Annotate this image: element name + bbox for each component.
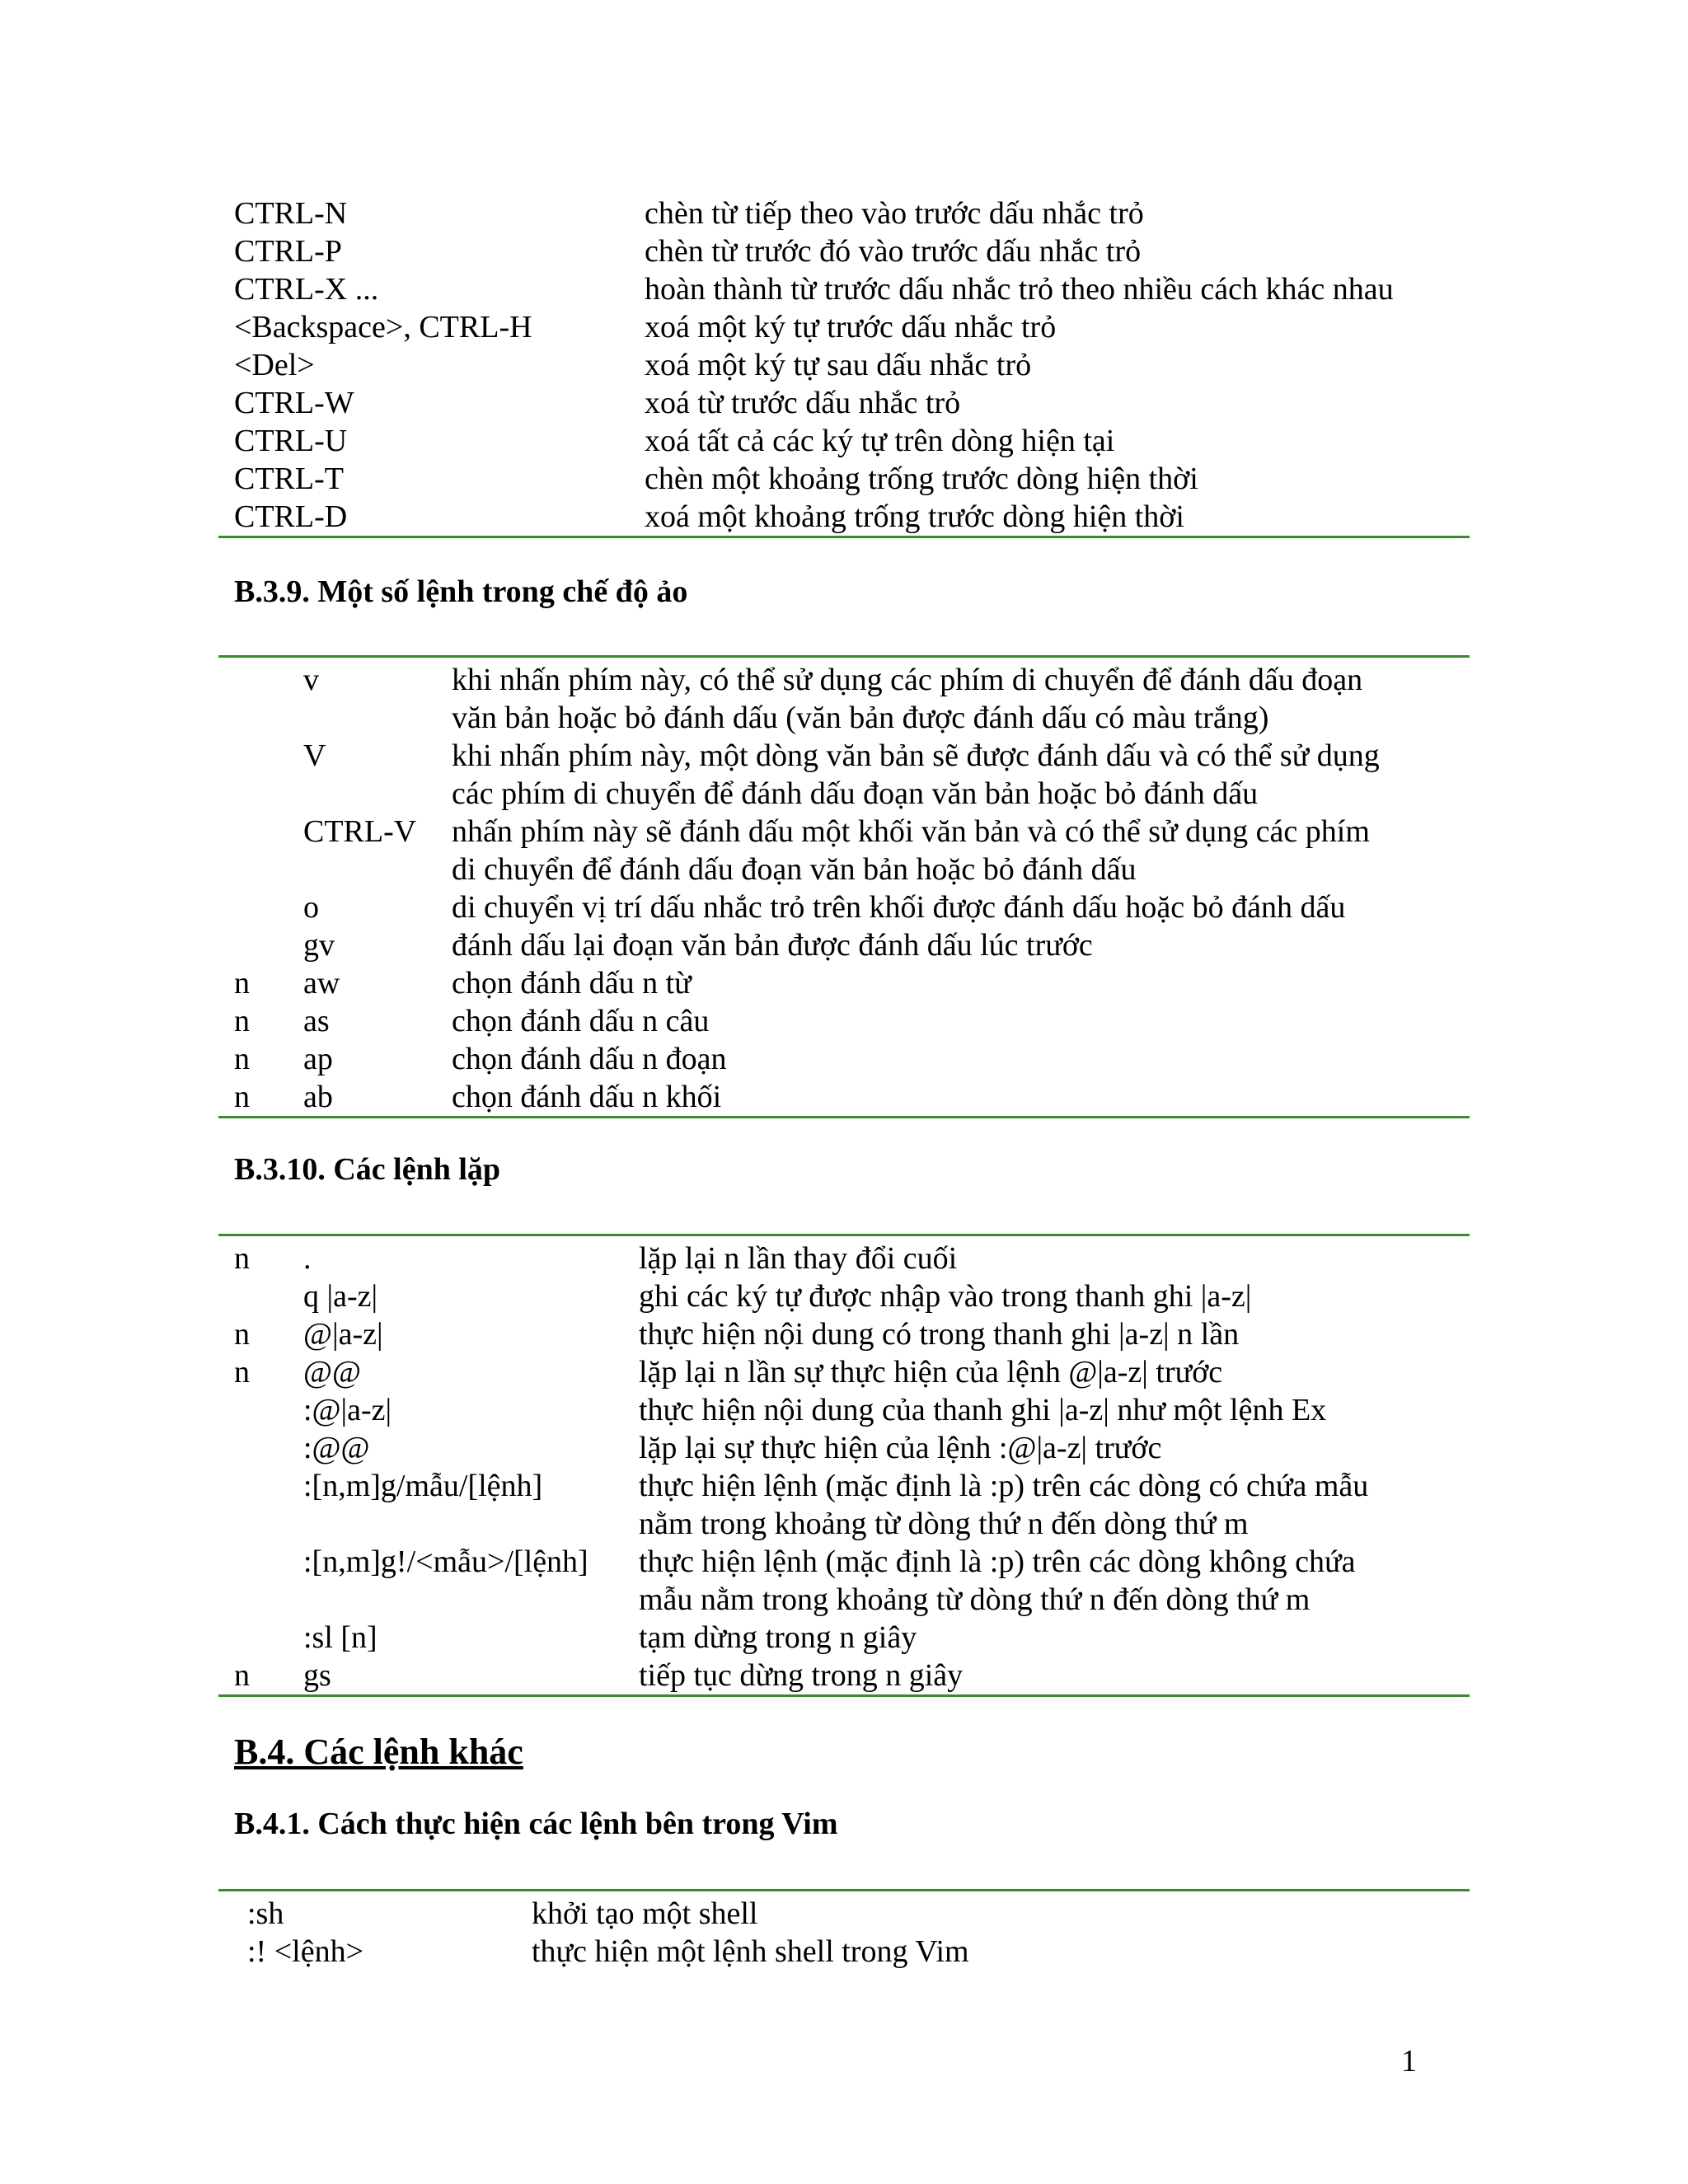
desc-cell: khởi tạo một shell [532, 1896, 758, 1931]
key-cell: CTRL-W [234, 386, 354, 420]
key-cell: gs [303, 1658, 331, 1693]
desc-cell: xoá tất cả các ký tự trên dòng hiện tại [645, 424, 1115, 458]
desc-cell: lặp lại sự thực hiện của lệnh :@|a-z| trước [639, 1431, 1162, 1465]
desc-cell: xoá một ký tự trước dấu nhắc trỏ [645, 310, 1057, 344]
key-cell: :@@ [303, 1431, 370, 1465]
desc-cell: chèn một khoảng trống trước dòng hiện thời [645, 462, 1198, 496]
key-cell: v [303, 663, 319, 697]
desc-cell: thực hiện nội dung có trong thanh ghi |a-z| n lần [639, 1317, 1240, 1352]
desc-cell: chọn đánh dấu n từ [452, 966, 692, 1001]
desc-cell [639, 1467, 1463, 1543]
key-cell: CTRL-D [234, 499, 348, 534]
key-cell: . [303, 1241, 312, 1276]
desc-line: nằm trong khoảng từ dòng thứ n đến dòng thứ m [639, 1507, 1249, 1541]
page-number: 1 [1401, 2044, 1417, 2079]
count-cell: n [234, 1355, 250, 1390]
key-cell: aw [303, 966, 340, 1001]
key-cell: :[n,m]g/mẫu/[lệnh] [303, 1469, 543, 1503]
table-bottom-rule [218, 1694, 1470, 1697]
table-top-rule [218, 1889, 1470, 1891]
shell-commands-table [218, 1889, 1470, 1971]
desc-cell: chọn đánh dấu n khối [452, 1080, 722, 1114]
desc-cell: thực hiện nội dung của thanh ghi |a-z| như một lệnh Ex [639, 1393, 1327, 1427]
count-cell: n [234, 1004, 250, 1038]
count-cell: n [234, 1080, 250, 1114]
desc-cell [639, 1543, 1463, 1619]
key-cell: q |a-z| [303, 1279, 378, 1314]
desc-cell: chèn từ tiếp theo vào trước dấu nhắc trỏ [645, 196, 1144, 231]
desc-line: thực hiện lệnh (mặc định là :p) trên các dòng có chứa mẫu [639, 1469, 1369, 1503]
key-cell: CTRL-U [234, 424, 348, 458]
key-cell: :sh [247, 1896, 284, 1931]
section-heading-b39: B.3.9. Một số lệnh trong chế độ ảo [234, 574, 688, 609]
key-cell: <Backspace>, CTRL-H [234, 310, 532, 344]
desc-cell [452, 737, 1461, 813]
desc-cell: lặp lại n lần thay đổi cuối [639, 1241, 958, 1276]
key-cell: CTRL-V [303, 814, 417, 849]
section-heading-b4: B.4. Các lệnh khác [234, 1732, 523, 1772]
desc-line: khi nhấn phím này, có thể sử dụng các phím di chuyển để đánh dấu đoạn [452, 663, 1363, 697]
desc-cell [452, 661, 1461, 737]
key-cell: CTRL-T [234, 462, 344, 496]
desc-line: di chuyển để đánh dấu đoạn văn bản hoặc bỏ đánh dấu [452, 852, 1137, 887]
desc-cell: chọn đánh dấu n câu [452, 1004, 710, 1038]
table-top-rule [218, 1234, 1470, 1236]
section-heading-b310: B.3.10. Các lệnh lặp [234, 1152, 501, 1187]
key-cell: CTRL-P [234, 234, 342, 269]
desc-cell: xoá từ trước dấu nhắc trỏ [645, 386, 961, 420]
desc-line: các phím di chuyển để đánh dấu đoạn văn bản hoặc bỏ đánh dấu [452, 776, 1259, 811]
key-cell: o [303, 890, 319, 925]
desc-line: thực hiện lệnh (mặc định là :p) trên các dòng không chứa [639, 1544, 1356, 1579]
key-cell: @@ [303, 1355, 361, 1390]
desc-cell: ghi các ký tự được nhập vào trong thanh ghi |a-z| [639, 1279, 1252, 1314]
visual-mode-table [218, 655, 1470, 1121]
count-cell: n [234, 1241, 250, 1276]
desc-cell: hoàn thành từ trước dấu nhắc trỏ theo nhiều cách khác nhau [645, 272, 1394, 307]
desc-cell: tạm dừng trong n giây [639, 1620, 917, 1655]
key-cell: CTRL-N [234, 196, 348, 231]
key-cell: V [303, 738, 326, 773]
key-cell: :[n,m]g!/<mẫu>/[lệnh] [303, 1544, 588, 1579]
key-cell: :@|a-z| [303, 1393, 392, 1427]
table-top-rule [218, 655, 1470, 658]
desc-cell: đánh dấu lại đoạn văn bản được đánh dấu lúc trước [452, 928, 1093, 963]
desc-cell: xoá một ký tự sau dấu nhắc trỏ [645, 348, 1032, 382]
repeat-commands-table [218, 1234, 1470, 1699]
desc-line: văn bản hoặc bỏ đánh dấu (văn bản được đánh dấu có màu trắng) [452, 701, 1269, 735]
key-cell: ab [303, 1080, 333, 1114]
section-heading-b41: B.4.1. Cách thực hiện các lệnh bên trong Vim [234, 1807, 838, 1841]
key-cell: CTRL-X ... [234, 272, 379, 307]
desc-cell: chèn từ trước đó vào trước dấu nhắc trỏ [645, 234, 1142, 269]
desc-line: nhấn phím này sẽ đánh dấu một khối văn bản và có thể sử dụng các phím [452, 814, 1370, 849]
insert-mode-keys-table [218, 194, 1470, 541]
key-cell: :! <lệnh> [247, 1934, 363, 1969]
desc-line: khi nhấn phím này, một dòng văn bản sẽ được đánh dấu và có thể sử dụng [452, 738, 1380, 773]
desc-cell: xoá một khoảng trống trước dòng hiện thời [645, 499, 1184, 534]
count-cell: n [234, 1042, 250, 1076]
key-cell: <Del> [234, 348, 315, 382]
count-cell: n [234, 1317, 250, 1352]
desc-cell: chọn đánh dấu n đoạn [452, 1042, 727, 1076]
table-bottom-rule [218, 1116, 1470, 1118]
desc-cell: thực hiện một lệnh shell trong Vim [532, 1934, 969, 1969]
desc-cell: di chuyển vị trí dấu nhắc trỏ trên khối được đánh dấu hoặc bỏ đánh dấu [452, 890, 1346, 925]
table-bottom-rule [218, 536, 1470, 538]
key-cell: ap [303, 1042, 333, 1076]
key-cell: gv [303, 928, 335, 963]
desc-cell [452, 813, 1461, 888]
count-cell: n [234, 966, 250, 1001]
key-cell: as [303, 1004, 330, 1038]
desc-line: mẫu nằm trong khoảng từ dòng thứ n đến dòng thứ m [639, 1582, 1311, 1617]
desc-cell: tiếp tục dừng trong n giây [639, 1658, 964, 1693]
key-cell: @|a-z| [303, 1317, 383, 1352]
count-cell: n [234, 1658, 250, 1693]
desc-cell: lặp lại n lần sự thực hiện của lệnh @|a-z| trước [639, 1355, 1223, 1390]
key-cell: :sl [n] [303, 1620, 377, 1655]
